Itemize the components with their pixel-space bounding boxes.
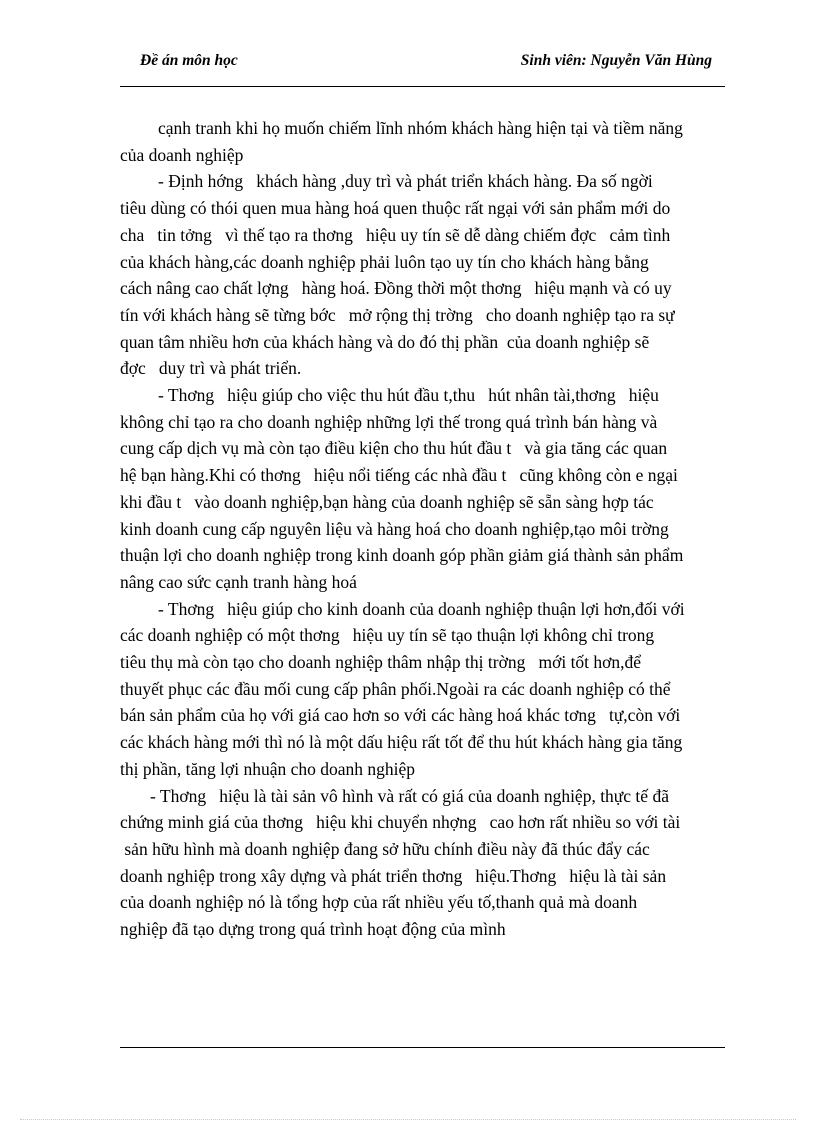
text-line: thuận lợi cho doanh nghiệp trong kinh doanh góp phần giảm giá thành sản phẩm — [120, 545, 684, 566]
text-line: kinh doanh cung cấp nguyên liệu và hàng hoá cho doanh nghiệp,tạo môi trờng — [120, 518, 669, 539]
text-line: - Định hớng khách hàng ,duy trì và phát triển khách hàng. Đa số ngời — [158, 171, 653, 192]
page-header — [120, 52, 724, 74]
page-edge-dotted-line — [20, 1119, 796, 1120]
text-line: sản hữu hình mà doanh nghiệp đang sở hữu chính điều này đã thúc đẩy các — [120, 838, 650, 859]
text-line: của khách hàng,các doanh nghiệp phải luôn tạo uy tín cho khách hàng bằng — [120, 251, 649, 272]
text-line: không chỉ tạo ra cho doanh nghiệp những lợi thế trong quá trình bán hàng và — [120, 411, 658, 432]
text-line: cạnh tranh khi họ muốn chiếm lĩnh nhóm khách hàng hiện tại và tiềm năng — [158, 118, 683, 138]
text-line: - Thơng hiệu giúp cho kinh doanh của doanh nghiệp thuận lợi hơn,đối với — [158, 598, 685, 619]
text-line: nghiệp đã tạo dựng trong quá trình hoạt động của mình — [120, 919, 506, 940]
text-line: các doanh nghiệp có một thơng hiệu uy tín sẽ tạo thuận lợi không chỉ trong — [120, 625, 655, 646]
text-line: cách nâng cao chất lợng hàng hoá. Đồng thời một thơng hiệu mạnh và có uy — [120, 278, 672, 299]
text-line: cha tin tởng vì thế tạo ra thơng hiệu uy tín sẽ dễ dàng chiếm đợc cảm tình — [120, 224, 671, 245]
text-line: tiêu dùng có thói quen mua hàng hoá quen thuộc rất ngại với sản phẩm mới do — [120, 198, 671, 219]
text-line: bán sản phẩm của họ với giá cao hơn so với các hàng hoá khác tơng tự,còn với — [120, 705, 681, 726]
text-line: doanh nghiệp trong xây dựng và phát triển thơng hiệu.Thơng hiệu là tài sản — [120, 865, 667, 886]
text-line: các khách hàng mới thì nó là một dấu hiệu rất tốt để thu hút khách hàng gia tăng — [120, 732, 683, 753]
text-line: tiêu thụ mà còn tạo cho doanh nghiệp thâm nhập thị trờng mới tốt hơn,để — [120, 652, 642, 673]
text-line: thuyết phục các đầu mối cung cấp phân phối.Ngoài ra các doanh nghiệp có thể — [120, 678, 671, 699]
text-line: thị phần, tăng lợi nhuận cho doanh nghiệp — [120, 758, 416, 779]
text-line: của doanh nghiệp — [120, 144, 244, 165]
document-title: Đề án môn học — [140, 52, 238, 69]
text-line: tín với khách hàng sẽ từng bớc mở rộng thị trờng cho doanh nghiệp tạo ra sự — [120, 304, 675, 325]
author-name: Sinh viên: Nguyễn Văn Hùng — [520, 52, 712, 69]
text-line: khi đầu t vào doanh nghiệp,bạn hàng của doanh nghiệp sẽ sẵn sàng hợp tác — [120, 491, 654, 512]
text-line: của doanh nghiệp nó là tổng hợp của rất nhiều yếu tố,thanh quả mà doanh — [120, 892, 638, 913]
text-line: nâng cao sức cạnh tranh hàng hoá — [120, 571, 357, 592]
text-line: - Thơng hiệu là tài sản vô hình và rất có giá của doanh nghiệp, thực tế đã — [150, 785, 669, 806]
text-line: chứng minh giá của thơng hiệu khi chuyển nhợng cao hơn rất nhiều so với tài — [120, 812, 681, 833]
header-divider — [120, 86, 725, 87]
body-text — [120, 115, 725, 943]
text-line: quan tâm nhiều hơn của khách hàng và do đó thị phần của doanh nghiệp sẽ — [120, 331, 650, 352]
footer-divider — [120, 1047, 725, 1048]
text-line: hệ bạn hàng.Khi có thơng hiệu nổi tiếng các nhà đầu t cũng không còn e ngại — [120, 465, 678, 486]
text-line: cung cấp dịch vụ mà còn tạo điều kiện cho thu hút đầu t và gia tăng các quan — [120, 438, 668, 459]
text-line: - Thơng hiệu giúp cho việc thu hút đầu t,thu hút nhân tài,thơng hiệu — [158, 385, 659, 406]
text-line: đợc duy trì và phát triển. — [120, 358, 302, 379]
